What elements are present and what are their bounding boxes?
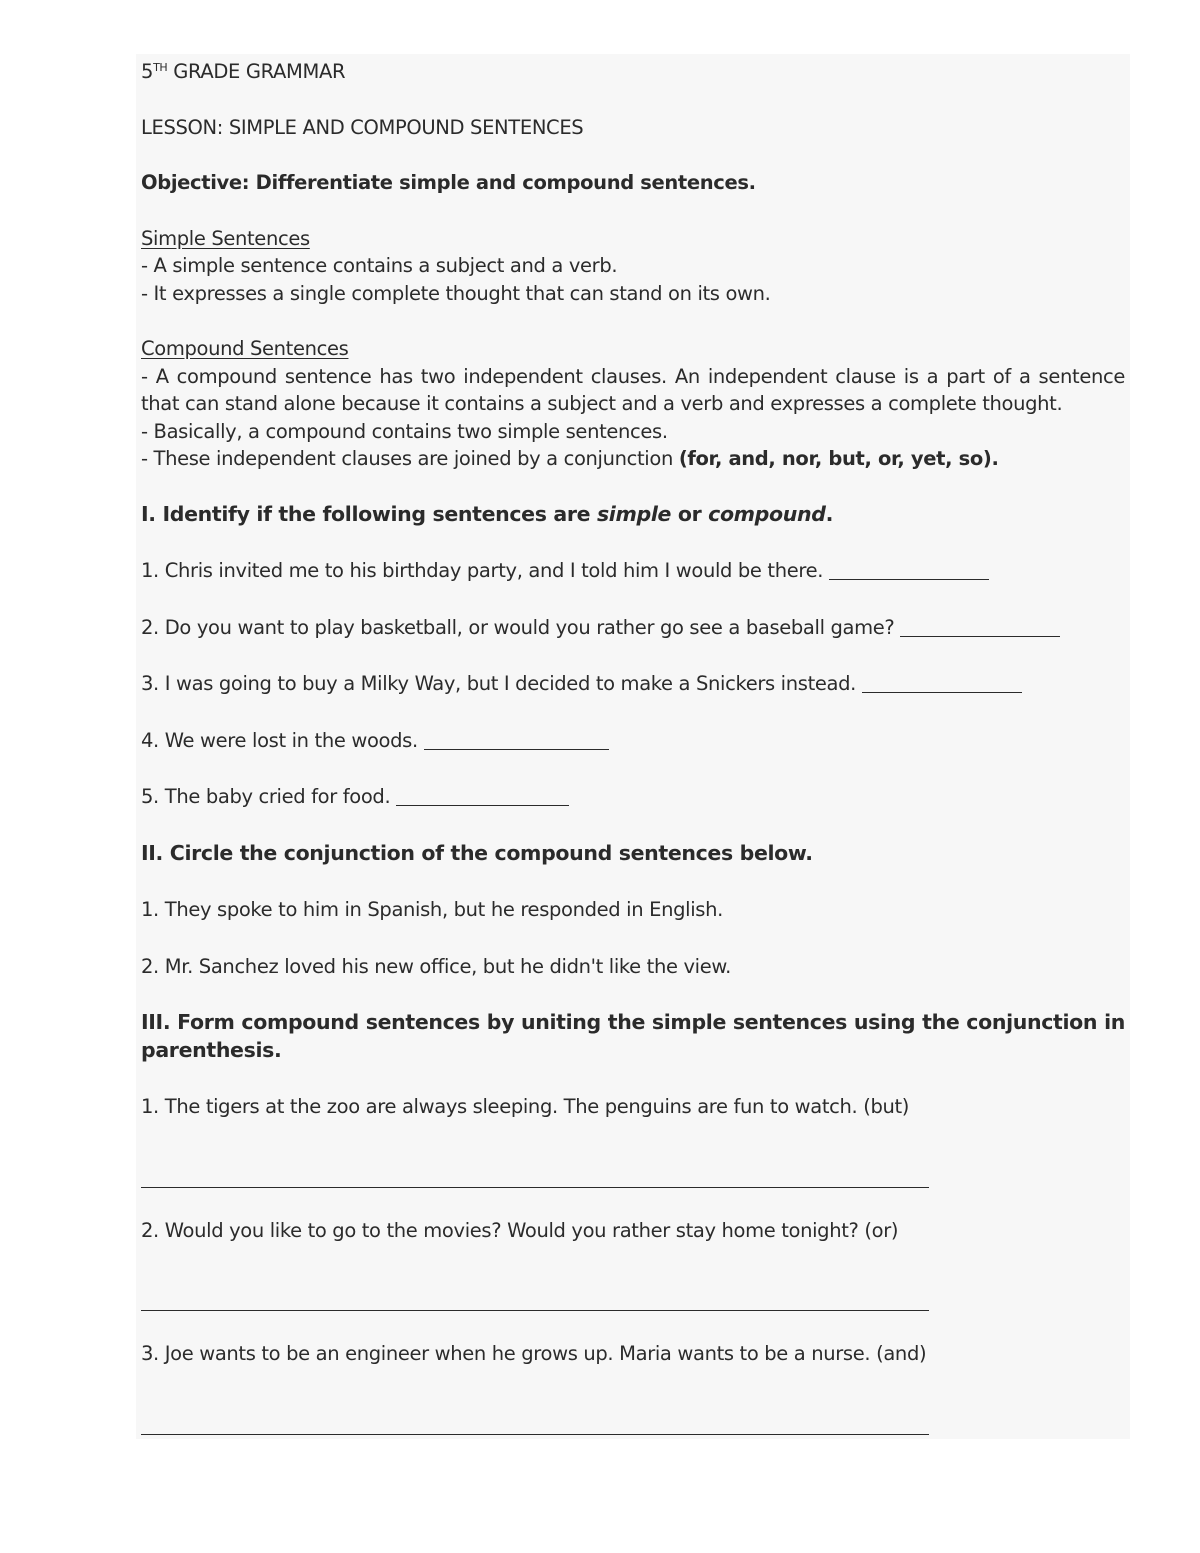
compound-basically: - Basically, a compound contains two simple sentences. <box>141 419 668 443</box>
part1-item: 1. Chris invited me to his birthday party, and I told him I would be there. <box>141 557 1125 585</box>
compound-conjunctions: - These independent clauses are joined by a conjunction (for, and, nor, but, or, yet, so). <box>141 447 999 470</box>
answer-blank[interactable] <box>396 785 569 806</box>
grade-title: 5TH GRADE GRAMMAR <box>141 60 346 83</box>
simple-line: - It expresses a single complete thought that can stand on its own. <box>141 281 771 305</box>
objective: Objective: Differentiate simple and compound sentences. <box>141 171 756 194</box>
answer-blank[interactable] <box>829 559 989 580</box>
part1-heading: I. Identify if the following sentences are simple or compound. <box>141 501 834 526</box>
compound-definition: - A compound sentence has two independent clauses. An independent clause is a part of a sentence that can stand alone because it contains a subject and a verb and expresses a complete thought. <box>141 364 1125 415</box>
answer-blank[interactable] <box>424 729 609 750</box>
simple-heading: Simple Sentences <box>141 226 310 250</box>
compound-heading: Compound Sentences <box>141 337 349 360</box>
part1-item: 2. Do you want to play basketball, or would you rather go see a baseball game? <box>141 614 1125 642</box>
simple-line: - A simple sentence contains a subject and a verb. <box>141 254 618 277</box>
lesson-title: LESSON: SIMPLE AND COMPOUND SENTENCES <box>141 115 584 139</box>
part3-item: 2. Would you like to go to the movies? Would you rather stay home tonight? (or) <box>141 1218 899 1242</box>
worksheet <box>141 58 1125 1435</box>
part1-item: 4. We were lost in the woods. <box>141 727 1125 755</box>
part2-heading: II. Circle the conjunction of the compound sentences below. <box>141 840 813 865</box>
answer-blank[interactable] <box>900 616 1060 637</box>
part3-item: 3. Joe wants to be an engineer when he grows up. Maria wants to be a nurse. (and) <box>141 1342 927 1365</box>
part1-item: 3. I was going to buy a Milky Way, but I decided to make a Snickers instead. <box>141 670 1125 698</box>
answer-line[interactable] <box>141 1434 929 1435</box>
part1-item: 5. The baby cried for food. <box>141 783 1125 811</box>
answer-blank[interactable] <box>862 672 1022 693</box>
part3-item: 1. The tigers at the zoo are always sleeping. The penguins are fun to watch. (but) <box>141 1095 910 1118</box>
part3-heading: III. Form compound sentences by uniting the simple sentences using the conjunction in parenthesis. <box>141 1010 1125 1062</box>
part2-item: 1. They spoke to him in Spanish, but he responded in English. <box>141 898 723 921</box>
part2-item: 2. Mr. Sanchez loved his new office, but he didn't like the view. <box>141 954 732 978</box>
